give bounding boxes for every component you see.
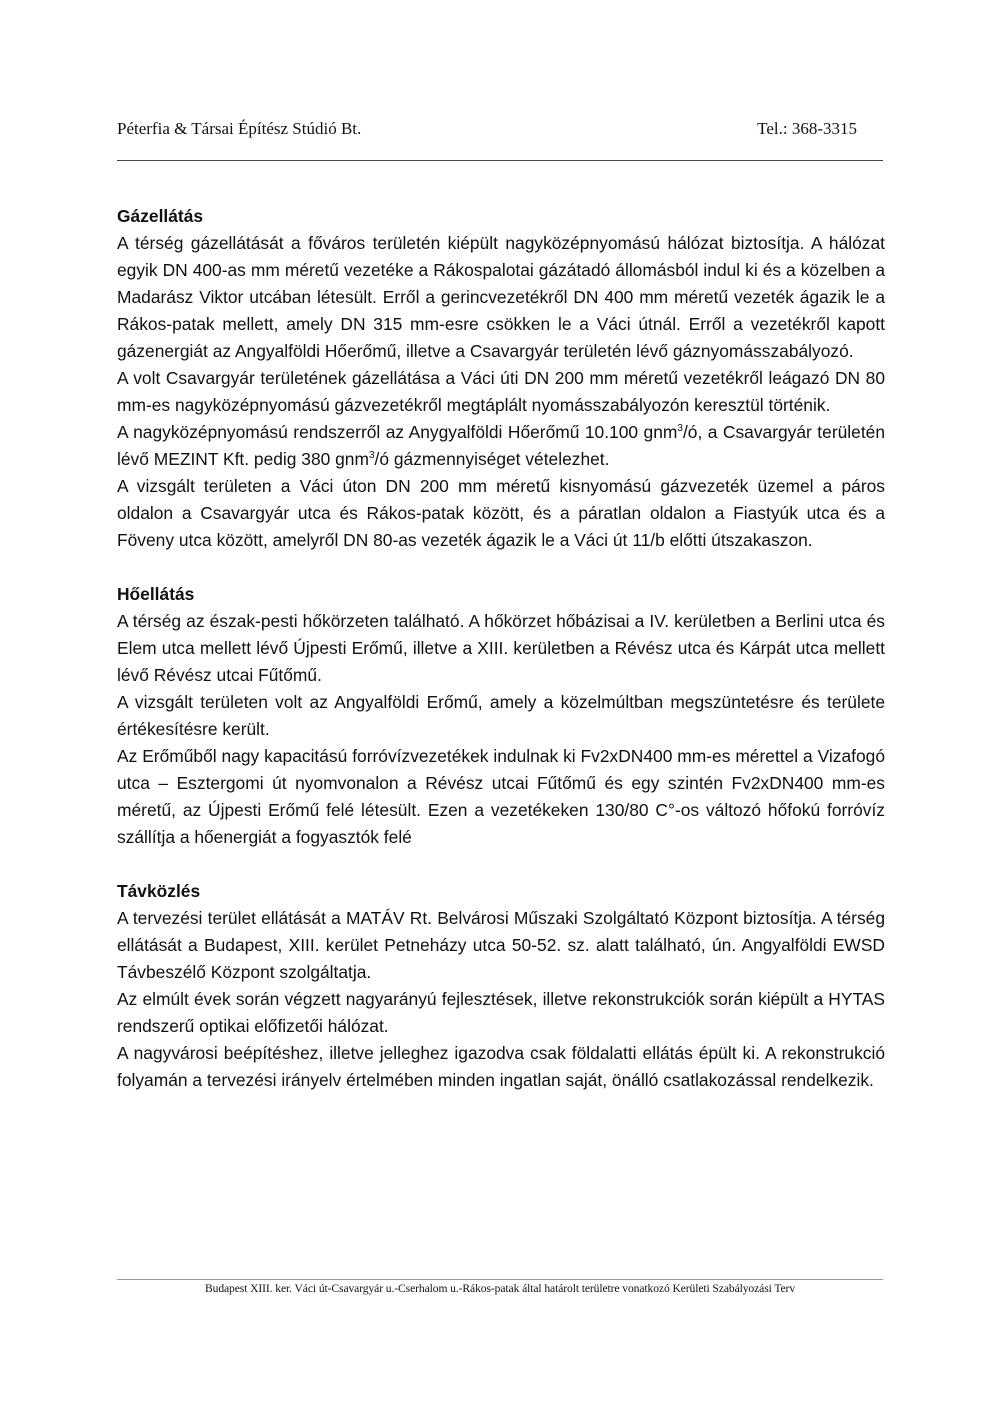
paragraph: A vizsgált területen a Váci úton DN 200 mm méretű kisnyomású gázvezeték üzemel a páros oldalon a Csavargyár utca és Rákos-patak között, és a páratlan oldalon a Fiastyúk utca és a Föveny utca között, amelyről DN 80-as vezeték ágazik le a Váci út 11/b előtti útszakaszon. — [117, 476, 885, 550]
paragraph: A térség az észak-pesti hőkörzeten található. A hőkörzet hőbázisai a IV. kerületben a Berlini utca és Elem utca mellett lévő Újpesti Erőmű, illetve a XIII. kerületben a Révész utca és Kárpát utca mellett lévő Révész utcai Fűtőmű. — [117, 611, 885, 685]
header-divider — [117, 160, 883, 161]
text-run: /ó gázmennyiséget vételezhet. — [374, 449, 610, 469]
paragraph: A tervezési terület ellátását a MATÁV Rt. Belvárosi Műszaki Szolgáltató Központ biztosítja. A térség ellátását a Budapest, XIII. kerület Petneházy utca 50-52. sz. alatt található, ún. Angyalföldi EWSD Távbeszélő Központ szolgáltatja. — [117, 908, 885, 982]
document-body — [117, 203, 885, 1121]
section-tavkozles — [117, 878, 885, 1094]
header-phone: Tel.: 368-3315 — [757, 119, 857, 138]
section-hoellatas — [117, 581, 885, 851]
paragraph: A vizsgált területen volt az Angyalföldi Erőmű, amely a közelmúltban megszüntetésre és területe értékesítésre került. — [117, 692, 885, 739]
section-gazellatas — [117, 203, 885, 554]
paragraph: A volt Csavargyár területének gázellátása a Váci úti DN 200 mm méretű vezetékről leágazó DN 80 mm-es nagyközépnyomású gázvezetékről megtáplált nyomásszabályozón keresztül történik. — [117, 368, 885, 415]
text-run: A nagyközépnyomású rendszerről az Anygyalföldi Hőerőmű 10.100 gnm — [117, 422, 678, 442]
section-title: Távközlés — [117, 881, 201, 901]
header-company: Péterfia & Társai Építész Stúdió Bt. — [117, 119, 362, 138]
paragraph: Az Erőműből nagy kapacitású forróvízvezetékek indulnak ki Fv2xDN400 mm-es mérettel a Vizafogó utca – Esztergomi út nyomvonalon a Révész utcai Fűtőmű és egy szintén Fv2xDN400 mm-es méretű, az Újpesti Erőmű felé létesült. Ezen a vezetékeken 130/80 C°-os változó hőfokú forróvíz szállítja a hőenergiát a fogyasztók felé — [117, 746, 885, 847]
paragraph: A térség gázellátását a főváros területén kiépült nagyközépnyomású hálózat biztosítja. A hálózat egyik DN 400-as mm méretű vezetéke a Rákospalotai gázátadó állomásból indul ki és a közelben a Madarász Viktor utcában létesült. Erről a gerincvezetékről DN 400 mm méretű vezeték ágazik le a Rákos-patak mellett, amely DN 315 mm-esre csökken le a Váci útnál. Erről a vezetékről kapott gázenergiát az Angyalföldi Hőerőmű, illetve a Csavargyár területén lévő gáznyomásszabályozó. — [117, 233, 885, 361]
page-header — [117, 119, 883, 143]
superscript: 3 — [368, 450, 375, 461]
paragraph: Az elmúlt évek során végzett nagyarányú fejlesztések, illetve rekonstrukciók során kiépült a HYTAS rendszerű optikai előfizetői hálózat. — [117, 989, 885, 1036]
paragraph — [117, 419, 885, 473]
page-footer: Budapest XIII. ker. Váci út-Csavargyár u.-Cserhalom u.-Rákos-patak által határolt területre vonatkozó Kerületi Szabályozási Terv — [204, 1282, 796, 1295]
footer-divider — [117, 1279, 883, 1280]
superscript: 3 — [677, 423, 683, 434]
paragraph: A nagyvárosi beépítéshez, illetve jelleghez igazodva csak földalatti ellátás épült ki. A rekonstrukció folyamán a tervezési irányelv értelmében minden ingatlan saját, önálló csatlakozással rendelkezik. — [117, 1043, 885, 1090]
text-run: /ó, a Csavargyár területén lévő MEZINT Kft. pedig 380 gnm — [117, 422, 885, 469]
section-title: Gázellátás — [117, 206, 204, 226]
section-title: Hőellátás — [117, 584, 195, 604]
